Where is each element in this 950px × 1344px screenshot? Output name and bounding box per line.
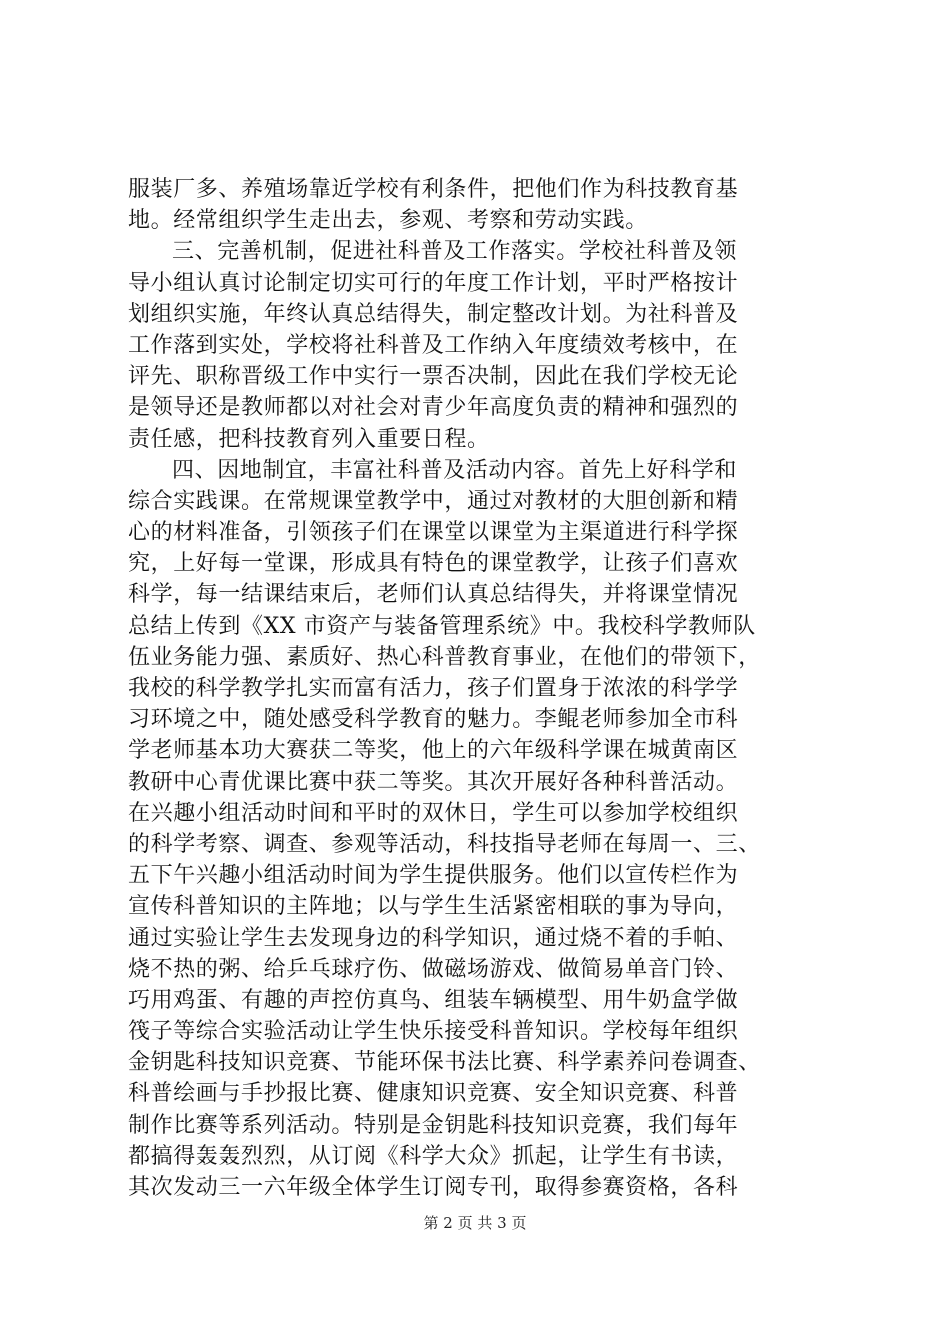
text-line: 责任感，把科技教育列入重要日程。 bbox=[128, 426, 490, 452]
text-line: 学老师基本功大赛获二等奖，他上的六年级科学课在城黄南区 bbox=[128, 738, 739, 764]
text-line: 心的材料准备，引领孩子们在课堂以课堂为主渠道进行科学探 bbox=[128, 520, 739, 546]
text-line: 总结上传到《XX 市资产与装备管理系统》中。我校科学教师队 bbox=[128, 613, 756, 639]
text-line: 服装厂多、养殖场靠近学校有利条件，把他们作为科技教育基 bbox=[128, 177, 739, 202]
text-line: 习环境之中，随处感受科学教育的魅力。李鲲老师参加全市科 bbox=[128, 707, 739, 733]
text-line: 是领导还是教师都以对社会对青少年高度负责的精神和强烈的 bbox=[128, 395, 739, 421]
text-line: 地。经常组织学生走出去，参观、考察和劳动实践。 bbox=[128, 208, 648, 234]
text-line: 划组织实施，年终认真总结得失，制定整改计划。为社科普及 bbox=[128, 301, 739, 327]
text-line: 教研中心青优课比赛中获二等奖。其次开展好各种科普活动。 bbox=[128, 769, 739, 795]
text-line: 伍业务能力强、素质好、热心科普教育事业，在他们的带领下， bbox=[128, 644, 761, 670]
text-line: 烧不热的粥、给乒乓球疗伤、做磁场游戏、做简易单音门铃、 bbox=[128, 956, 739, 982]
text-line: 制作比赛等系列活动。特别是金钥匙科技知识竞赛，我们每年 bbox=[128, 1112, 739, 1138]
text-line: 科学，每一结课结束后，老师们认真总结得失，并将课堂情况 bbox=[128, 582, 739, 608]
text-line: 评先、职称晋级工作中实行一票否决制，因此在我们学校无论 bbox=[128, 364, 739, 390]
text-line: 五下午兴趣小组活动时间为学生提供服务。他们以宣传栏作为 bbox=[128, 863, 739, 889]
text-line: 究，上好每一堂课，形成具有特色的课堂教学，让孩子们喜欢 bbox=[128, 551, 739, 577]
text-line: 巧用鸡蛋、有趣的声控仿真鸟、组装车辆模型、用牛奶盒学做 bbox=[128, 987, 739, 1013]
text-line: 金钥匙科技知识竞赛、节能环保书法比赛、科学素养问卷调查、 bbox=[128, 1050, 761, 1076]
text-line: 其次发动三一六年级全体学生订阅专刊，取得参赛资格，各科 bbox=[128, 1175, 739, 1200]
text-line: 四、因地制宜，丰富社科普及活动内容。首先上好科学和 bbox=[172, 457, 738, 483]
text-line: 在兴趣小组活动时间和平时的双休日，学生可以参加学校组织 bbox=[128, 800, 739, 826]
text-line: 综合实践课。在常规课堂教学中，通过对教材的大胆创新和精 bbox=[128, 488, 739, 514]
text-line: 科普绘画与手抄报比赛、健康知识竞赛、安全知识竞赛、科普 bbox=[128, 1081, 739, 1107]
text-line: 三、完善机制，促进社科普及工作落实。学校社科普及领 bbox=[172, 239, 738, 265]
text-line: 宣传科普知识的主阵地；以与学生生活紧密相联的事为导向， bbox=[128, 894, 739, 920]
text-line: 工作落到实处，学校将社科普及工作纳入年度绩效考核中，在 bbox=[128, 332, 739, 358]
text-line: 的科学考察、调查、参观等活动，科技指导老师在每周一、三、 bbox=[128, 831, 761, 857]
page-footer: 第 2 页 共 3 页 bbox=[423, 1214, 527, 1232]
text-line: 筏子等综合实验活动让学生快乐接受科普知识。学校每年组织 bbox=[128, 1019, 739, 1045]
text-line: 我校的科学教学扎实而富有活力，孩子们置身于浓浓的科学学 bbox=[128, 676, 739, 701]
document-body bbox=[128, 174, 828, 1203]
text-line: 都搞得轰轰烈烈，从订阅《科学大众》抓起，让学生有书读， bbox=[128, 1143, 739, 1169]
text-line: 导小组认真讨论制定切实可行的年度工作计划，平时严格按计 bbox=[128, 270, 739, 296]
text-line: 通过实验让学生去发现身边的科学知识，通过烧不着的手帕、 bbox=[128, 925, 739, 951]
